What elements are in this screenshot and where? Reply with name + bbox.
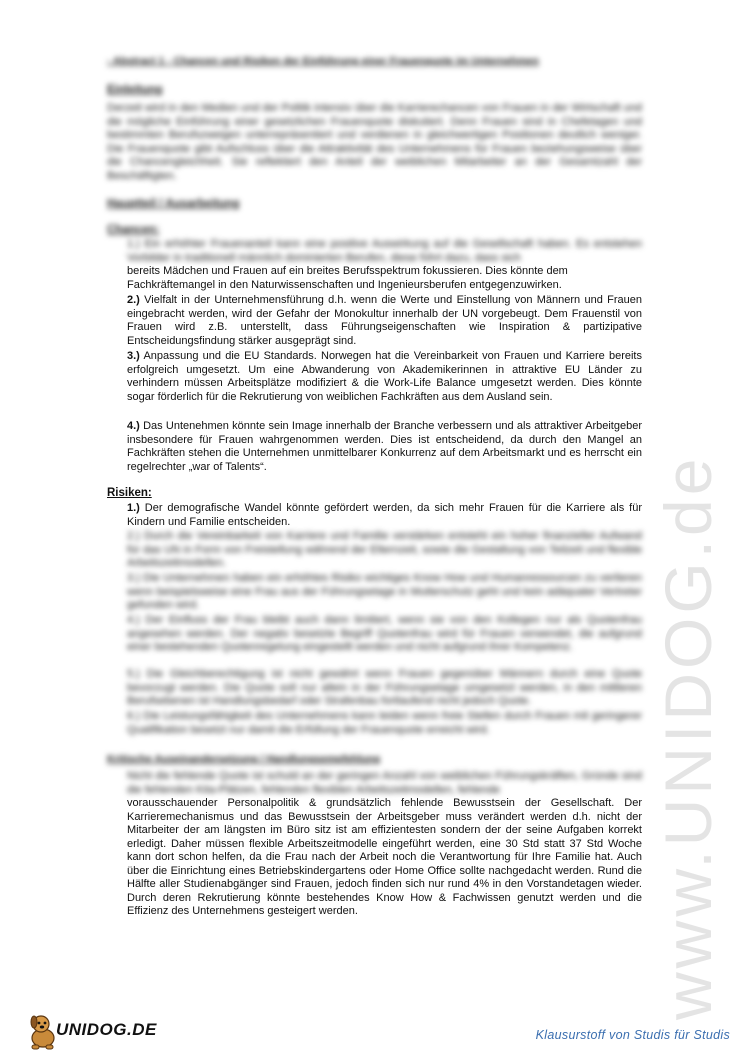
chances-item-2-number: 2.) xyxy=(127,294,140,306)
risks-item-5: 5.) Die Gleichberechtigung ist nicht gewährt wenn Frauen gegenüber Männern durch eine Quote bevorzugt werden. Die Quote soll nur allein in der Führungsetage umgesetzt werden, in den mittleren Berufsebenen ist Handlungsbedarf oder Strafenbau fortlaufend nicht jedoch Quote. xyxy=(127,668,642,707)
critical-paragraph: vorausschauender Personalpolitik & grundsätzlich fehlende Bewusstsein der Gesellschaft. Der Karrieremechanismus und das Bewusstsein der Arbeitsgeber muss verändert werden d.h. nicht der Mitarbeiter der am längsten im Büro sitz ist am effizientesten sondern der der seine Aufgaben korrekt erledigt. Daher müssen flexible Arbeitszeitmodelle eingeführt werden, eine 30 Std statt 37 Std Woche kann dort schon helfen, da die Frau nach der Arbeit noch die Verantwortung für Ihre Familie hat. Auch über die Einrichtung eines Betriebskindergartens oder Home Office sollte nachgedacht werden. Rund die Hälfte aller Studienabgänger sind Frauen, jedoch finden sich nur rund 4% in den Vorstandetagen wieder. Durch deren Rekrutierung könnte bestehendes Know How & Fachwissen genutzt werden und die Effizienz des Unternehmens gesteigert werden. xyxy=(127,797,642,917)
intro-paragraph: Derzeit wird in den Medien und der Politik intensiv über die Karrierechancen von Frauen in der Wirtschaft und die mögliche Einführung einer gesetzlichen Frauenquote diskutiert. Denn Frauen sind in Chefetagen und bestimmten Berufszweigen unterrepräsentiert und verdienen in gleichwertigen Positionen deutlich weniger. Die Frauenquote gibt Aufschluss über die Attraktivität des Unternehmens für Frauen beziehungsweise über die Chancengleichheit. Sie reflektiert den Anteil der weiblichen Mitarbeiter an der Gesamtzahl der Beschäftigten. xyxy=(107,102,642,182)
chances-item-1-line-b: Fachkräftemangel in den Naturwissenschaften und Ingenieursberufen entgegenzuwirken. xyxy=(127,279,562,291)
risks-item-6: 6.) Die Leistungsfähigkeit des Unternehmens kann leiden wenn freie Stellen durch Frauen mit geringerer Qualifikation besetzt nur damit die Erfüllung der Frauenquote erreicht wird. xyxy=(127,710,642,736)
risks-heading: Risiken: xyxy=(107,487,152,499)
chances-item-4 xyxy=(127,420,642,474)
dog-mascot-icon xyxy=(26,1012,60,1050)
chances-item-4-text: Das Untenehmen könnte sein Image innerhalb der Branche verbessern und als attraktiver Arbeitgeber insbesondere für Frauen wahrgenommen werden. Dies ist entscheidend, da durch den Mangel an Fachkräften stehen die Unternehmen unmittelbarer Konkurrenz auf dem Arbeitsmarkt und es herrscht ein regelrechter „war of Talents“. xyxy=(127,420,642,473)
chances-item-1-line-a: bereits Mädchen und Frauen auf ein breites Berufsspektrum fokussieren. Dies könnte dem xyxy=(127,265,568,277)
risks-item-1-number: 1.) xyxy=(127,502,140,514)
chances-item-2 xyxy=(127,294,642,348)
watermark-text: www.UNIDOG.de xyxy=(651,454,725,1020)
chances-item-3-number: 3.) xyxy=(127,350,140,362)
risks-item-3: 3.) Die Unternehmen haben ein erhöhtes Risiko wichtiges Know How und Humanressourcen zu verlieren wenn beispielsweise eine Frau aus der Führungsetage in Mutterschutz geht und kein adäquater Vertreter gefunden wird. xyxy=(127,572,642,611)
critical-blurred-text: Nicht die fehlende Quote ist schuld an der geringen Anzahl von weiblichen Führungskräften, Gründe sind die fehlenden Kita-Plätzen, fehlenden flexiblen Arbeitszeitmodellen, fehlende xyxy=(127,770,642,796)
chances-item-3 xyxy=(127,350,642,404)
chances-item-1-blurred: 1.) Ein erhöhter Frauenanteil kann eine positive Auswirkung auf die Gesellschaft haben. Es entstehen Vorbilder in traditionell männlich dominierten Berufen, diese führt dazu, dass sich xyxy=(127,238,642,264)
risks-item-1 xyxy=(127,502,642,529)
chances-heading: Chancen: xyxy=(107,224,160,236)
document-title: - Abstract 1 - Chancen und Risiken der Einführung einer Frauenquote im Unternehmen xyxy=(107,55,539,67)
chances-item-3-text: Anpassung und die EU Standards. Norwegen hat die Vereinbarkeit von Frauen und Karriere bereits erfolgreich umgesetzt. Um eine Abwanderung von Akademikerinnen in attraktive EU Länder zu verhindern müssen Arbeitsplätze modifiziert & die Work-Life Balance umgesetzt werden. Dies könnte sogar förderlich für die Rekrutierung von weiblichen Fachkräften aus dem Ausland sein. xyxy=(127,350,642,403)
chances-item-4-number: 4.) xyxy=(127,420,140,432)
main-heading: Hauptteil / Ausarbeitung xyxy=(107,198,240,210)
risks-item-1-text: Der demografische Wandel könnte gefördert werden, da sich mehr Frauen für die Karriere als für Kindern und Familie entscheiden. xyxy=(127,502,642,528)
intro-heading: Einleitung xyxy=(107,84,163,96)
risks-item-4: 4.) Der Einfluss der Frau bleibt auch dann limitiert, wenn sie von den Kollegen nur als Quotenfrau angesehen werden. Der negativ besetzte Begriff Quotenfrau wird für Frauen verwendet, die aufgrund einer bestehenden Quotenregelung eingestellt werden und nicht aufgrund ihrer Kompetenz. xyxy=(127,614,642,653)
risks-item-2: 2.) Durch die Vereinbarkeit von Karriere und Familie verstärken entsteht ein hoher finanzieller Aufwand für das UN in Form von Freistellung während der Elternzeit, sowie die Gestaltung von Teilzeit und flexible Arbeitszeitmodellen. xyxy=(127,530,642,569)
critical-heading: Kritische Auseinandersetzung / Handlungsempfehlung xyxy=(107,753,381,765)
chances-item-2-text: Vielfalt in der Unternehmensführung d.h. wenn die Werte und Einstellung von Männern und Frauen eingebracht werden, wird der Gefahr der Monokultur innerhalb der UN vorgebeugt. Dem Frauenstil von Frauen wird z.B. unterstellt, dass Führungseigenschaften wie Inspiration & partizipative Entscheidungsfindung stärker ausgeprägt sind. xyxy=(127,294,643,347)
unidog-logo[interactable] xyxy=(26,1010,156,1052)
logo-text: UNIDOG.DE xyxy=(56,1020,157,1039)
footer-tagline: Klausurstoff von Studis für Studis xyxy=(535,1028,730,1042)
